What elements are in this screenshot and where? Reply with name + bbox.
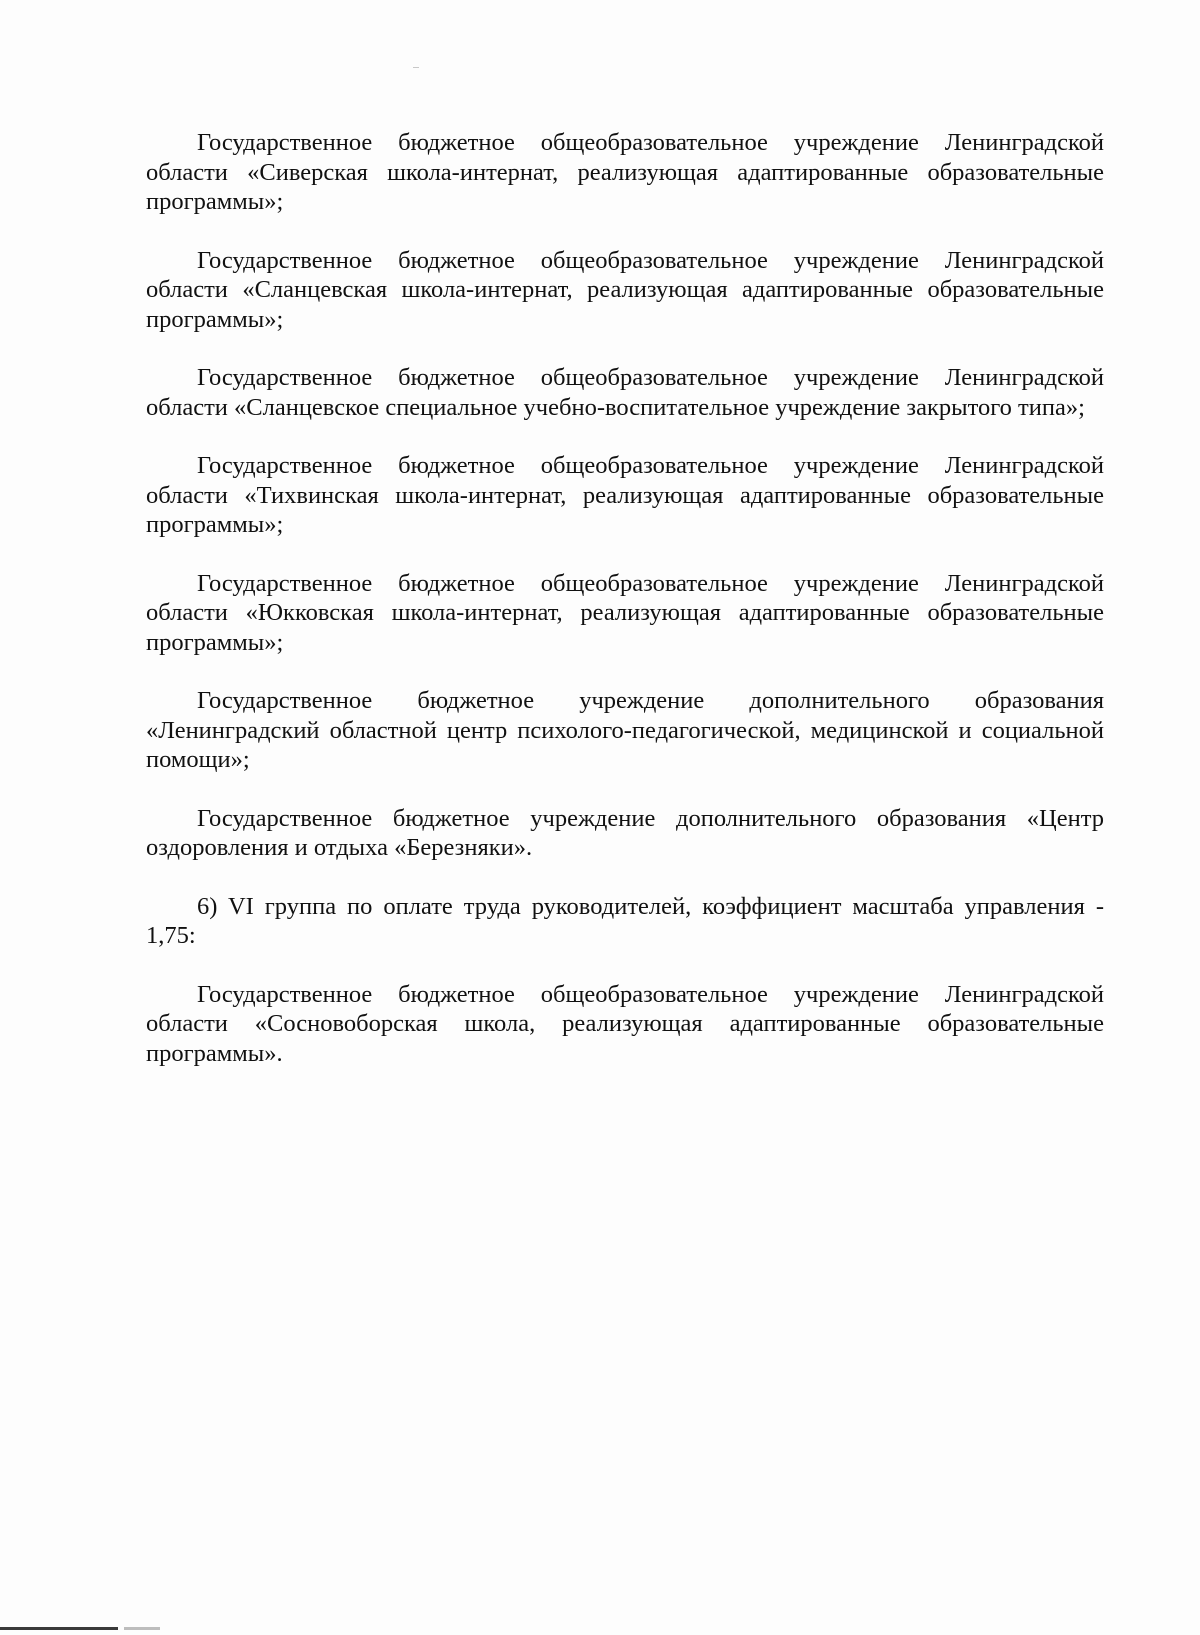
paragraph-bereznyaki: Государственное бюджетное учреждение дополнительного образования «Центр оздоровления и отдыха «Березняки». [146, 804, 1104, 861]
paragraph-slantsevskoe-special: Государственное бюджетное общеобразовательное учреждение Ленинградской области «Сланцевское специальное учебно-воспитательное учреждение закрытого типа»; [146, 364, 1104, 421]
paragraph-group-vi: 6) VI группа по оплате труда руководителей, коэффициент масштаба управления - 1,75: [146, 892, 1104, 949]
scan-artifact-top [413, 67, 419, 68]
paragraph-slantsevskaya-school: Государственное бюджетное общеобразовательное учреждение Ленинградской области «Сланцевская школа-интернат, реализующая адаптированные образовательные программы»; [146, 246, 1104, 333]
paragraph-siverskaya: Государственное бюджетное общеобразовательное учреждение Ленинградской области «Сиверская школа-интернат, реализующая адаптированные образовательные программы»; [146, 129, 1104, 215]
paragraph-sosnovoborskaya: Государственное бюджетное общеобразовательное учреждение Ленинградской области «Сосновоборская школа, реализующая адаптированные образовательные программы». [146, 980, 1104, 1067]
paragraph-psychological-center: Государственное бюджетное учреждение дополнительного образования «Ленинградский областной центр психолого-педагогической, медицинской и социальной помощи»; [146, 687, 1104, 773]
scan-artifact-bottom-edge [0, 1627, 118, 1630]
scan-artifact-bottom-fade [124, 1627, 160, 1630]
paragraph-tikhvinskaya: Государственное бюджетное общеобразовательное учреждение Ленинградской области «Тихвинская школа-интернат, реализующая адаптированные образовательные программы»; [146, 452, 1104, 538]
document-body [146, 128, 1104, 1097]
paragraph-yukkovskaya: Государственное бюджетное общеобразовательное учреждение Ленинградской области «Юкковская школа-интернат, реализующая адаптированные образовательные программы»; [146, 569, 1104, 656]
